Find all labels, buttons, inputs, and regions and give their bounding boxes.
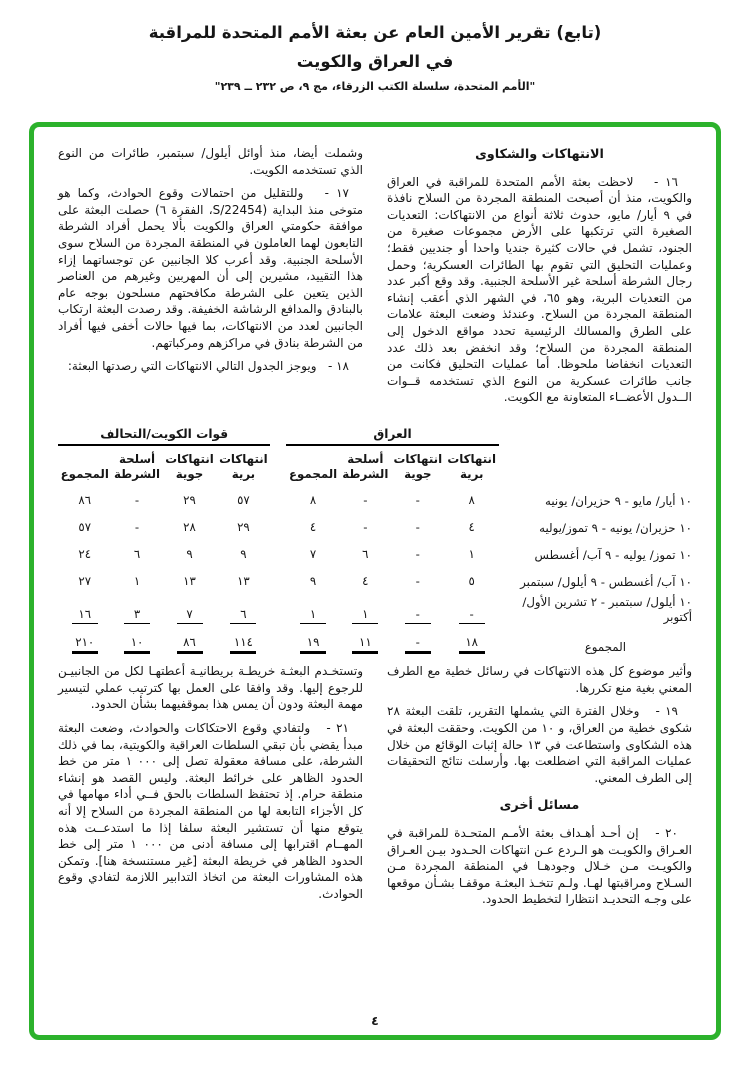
table-column-header [112, 445, 163, 485]
table-group-spacer [270, 566, 286, 593]
cell-value: - [363, 519, 368, 534]
table-cell [286, 512, 339, 539]
table-cell [112, 566, 163, 593]
table-cell [445, 485, 499, 512]
cell-value: ٧ [177, 607, 203, 624]
table-cell [58, 627, 112, 657]
column-header-line2: المجموع [288, 467, 338, 482]
table-cell [391, 512, 445, 539]
table-row [58, 627, 692, 657]
column-header-line1: انتهاكات [393, 451, 443, 466]
cell-value: ١٠ [124, 635, 150, 654]
cell-value: ٥٧ [237, 492, 250, 507]
table-cell [286, 539, 339, 566]
table-cell [340, 512, 391, 539]
table-cell [216, 566, 270, 593]
cell-value: ٥٧ [78, 519, 92, 534]
table-column-header [391, 445, 445, 485]
table-group-spacer [270, 445, 286, 485]
column-right-top [387, 145, 692, 413]
column-header-line1: انتهاكات [219, 451, 268, 466]
paragraph-complaint-letters: وأثير موضوع كل هذه الانتهاكات في رسائل خطية مع الطرف المعني بغية منع تكررها. [387, 664, 692, 695]
column-header-line1: انتهاكات [165, 451, 214, 466]
section-heading-other-matters: مسائل أخرى [499, 798, 580, 814]
table-column-header [163, 445, 217, 485]
column-header-line1 [58, 452, 112, 467]
table-cell [445, 566, 499, 593]
table-cell [112, 512, 163, 539]
table-cell [391, 485, 445, 512]
column-right-bottom [387, 663, 692, 915]
violations-table [58, 425, 692, 657]
table-cell [340, 485, 391, 512]
table-cell [216, 485, 270, 512]
table-cell [163, 539, 217, 566]
table-row-label: ١٠ حزيران/ يونيه - ٩ تموز/يوليه [539, 521, 692, 536]
table-corner-cell [499, 445, 692, 485]
cell-value: ٧ [309, 546, 317, 561]
cell-value: - [363, 492, 368, 507]
table-row-label: ١٠ أيلول/ سبتمبر - ٢ تشرين الأول/ أكتوبر [522, 594, 692, 624]
cell-value: ٨٦ [177, 635, 203, 654]
column-header-line1 [286, 452, 339, 467]
table-group-header: العراق [286, 425, 498, 445]
cell-value: - [415, 519, 420, 534]
table-cell [286, 593, 339, 628]
paragraph-16-continuation: وشملت أيضا، منذ أوائل أيلول/ سبتمبر، طائرات من النوع الذي تستخدمه الكويت. [58, 146, 363, 177]
violations-table-body [58, 485, 692, 658]
report-title-line2: في العراق والكويت [296, 52, 454, 72]
table-group-header-row [58, 425, 692, 445]
source-citation: "الأمم المتحدة، سلسلة الكتب الزرقاء، مج ٩، ص ٢٣٢ ــ ٢٣٩" [214, 80, 536, 94]
section-heading-violations: الانتهاكات والشكاوى [475, 147, 604, 162]
cell-value: - [134, 492, 140, 507]
table-cell [58, 593, 112, 628]
cell-value: ٢٩ [237, 519, 250, 534]
cell-value: ٨٦ [78, 492, 92, 507]
cell-value: - [415, 492, 420, 507]
cell-value: ٨ [468, 492, 475, 507]
table-cell [391, 627, 445, 657]
table-row [58, 593, 692, 628]
cell-value: - [459, 607, 485, 624]
table-cell [58, 539, 112, 566]
table-row-label: ١٠ أيار/ مايو - ٩ حزيران/ يونيه [545, 494, 692, 509]
paragraph-17: ١٧ - وللتقليل من احتمالات وقوع الحوادث، وكما هو متوخى منذ البداية (S/22454، الفقرة ٦) حصلت البعثة على موافقة حكومتي العراق والكويت بألا يحمل أفراد الشرطة التابعون لهما العاملون في المنطقة المجردة من السلاح سوى الأسلحة الجنبية. وقد أعرب كلا الجانبين عن توجساتهما إزاء هذا التقييد، مشيرين إلى أن المهربين وغيرهم من العناصر الذين يتعين على الشرطة مكافحتهم مسلحون بوجه عام بالبنادق والمدافع الرشاشة الخفيفة. وقد رصدت البعثة ارتكاب الجانبين لعدد من الانتهاكات، بما فيها حالات أخفى فيها أفراد من الشرطة بنادق في مراكزهم ومركباتهم. [58, 186, 363, 350]
cell-value: ٢٧ [78, 573, 92, 588]
table-cell [163, 485, 217, 512]
cell-value: ١١٤ [230, 635, 256, 654]
table-column-header [340, 445, 391, 485]
column-header-line1: أسلحة [118, 451, 156, 466]
table-cell [340, 593, 391, 628]
table-cell [58, 512, 112, 539]
table-cell [216, 539, 270, 566]
cell-value: ٤ [309, 519, 317, 534]
column-header-line2: المجموع [60, 467, 109, 482]
cell-value: - [415, 573, 420, 588]
column-header-line2: برية [460, 467, 484, 482]
table-cell [163, 512, 217, 539]
cell-value: ٦ [230, 607, 256, 624]
table-cell [445, 593, 499, 628]
report-title-line1: (تابع) تقرير الأمين العام عن بعثة الأمم المتحدة للمراقبة [148, 23, 602, 42]
table-cell [58, 485, 112, 512]
cell-value: ١٦ [72, 607, 98, 624]
cell-value: ٥ [468, 573, 475, 588]
table-row [58, 512, 692, 539]
table-group-spacer [270, 425, 286, 445]
table-column-header [445, 445, 499, 485]
table-group-spacer [270, 627, 286, 657]
paragraph-british-map: وتستخـدم البعثـة خريطـة بريطانيـة أعطتهـا لكل من الجانبيـن للرجوع إليها. وقد وافقا على العمل بها كترتيب عملي لتيسير مهمة البعثة ودون أن يمس هذا بموقفيهما بشأن الحدود. [58, 664, 363, 712]
cell-value: ١ [300, 607, 326, 624]
table-cell [391, 593, 445, 628]
cell-value: ١٨ [459, 635, 485, 654]
table-cell [445, 627, 499, 657]
table-cell [340, 627, 391, 657]
section-top-columns [58, 145, 692, 413]
table-row-label: ١٠ تموز/ يوليه - ٩ آب/ أغسطس [534, 548, 692, 563]
cell-value: ١٣ [183, 573, 196, 588]
cell-value: ٢٤ [78, 546, 92, 561]
cell-value: ١٩ [300, 635, 326, 654]
cell-value: ١١ [352, 635, 378, 654]
table-row-label: المجموع [584, 639, 626, 654]
cell-value: ٦ [133, 546, 141, 561]
table-row [58, 539, 692, 566]
table-cell [112, 627, 163, 657]
cell-value: ٢١٠ [72, 635, 98, 654]
table-row-label: ١٠ آب/ أغسطس - ٩ أيلول/ سبتمبر [520, 575, 692, 590]
cell-value: - [405, 635, 431, 654]
column-header-line2: برية [231, 467, 256, 482]
cell-value: ٣ [124, 607, 150, 624]
column-header-line2: الشرطة [342, 467, 389, 482]
table-cell [340, 539, 391, 566]
cell-value: - [405, 607, 431, 624]
cell-value: - [134, 519, 140, 534]
paragraph-21: ٢١ - ولتفادي وقوع الاحتكاكات والحوادث، وضعت البعثة مبدأ يقضي بأن تبقي السلطات العراقية والكويتية، بما في ذلك الشرطة، على مسافة معقولة تصل إلى ١ ٠٠٠ متر من خط الحدود الظاهر على خرائط البعثة. وليس القصد هو إنشاء منطقة حرام. إذ تحتفظ السلطات بالحق فــي أداء مهامها في كل الأجزاء التابعة لها من المنطقة المجردة من السلاح إلا أنه يتوقع منها أن تستشير البعثة سلفا إذا ما استدعــت هذه المهــام اقترابها إلى مسافة أدنى من ١ ٠٠٠ متر إلى خط الحدود الظاهر في خريطة البعثة [غير مستنسخة هنا]. وتمكن هذه المشاورات البعثة من اتخاذ التدابير اللازمة لتفادي وقوع الحوادث. [58, 721, 363, 901]
column-header-line2: الشرطة [114, 467, 161, 482]
table-cell [286, 627, 339, 657]
table-group-spacer [270, 539, 286, 566]
paragraph-16: ١٦ - لاحظت بعثة الأمم المتحدة للمراقبة في العراق والكويت، منذ أن أصبحت المنطقة المجردة من السلاح نافذة في ٩ أيار/ مايو، حدوث ثلاثة أنواع من الانتهاكات: التعديات الصغيرة التي ترتكبها على الأرض مجموعات صغيرة من الجنود، تشمل في حالات كثيرة جنديا واحدا أو جنديين فقط؛ وعمليات التحليق التي تقوم بها الطائرات العسكرية؛ وحمل رجال الشرطة أسلحة غير الأسلحة الجنبية. وقد وقع أكبر عدد من التعديات البرية، وهو ٦٥، في الشهر الذي أعقب إنشاء المنطقة المجردة من السلاح. وعندئذ وضعت البعثة علامات على الطرق والمسالك الرئيسية تحدد مواقع الدخول إلى المنطقة المجردة من السلاح؛ وقد انخفض بعد ذلك عدد التعديات انخفاضا ملحوظا. أما عمليات التحليق فكانت من جانب طائرات عسكرية من النوع الذي تستخدمه قــوات الــدول الأعضــاء المتعاونة مع الكويت. [387, 174, 693, 405]
section-bottom-columns [58, 663, 692, 915]
cell-value: ٦ [362, 546, 369, 561]
cell-value: ١ [468, 546, 475, 561]
table-cell [391, 539, 445, 566]
table-cell [286, 485, 339, 512]
cell-value: ٩ [186, 546, 193, 561]
table-cell [112, 485, 163, 512]
cell-value: ١٣ [237, 573, 250, 588]
table-column-header [216, 445, 270, 485]
table-cell [216, 512, 270, 539]
column-left-top [58, 145, 363, 413]
table-cell [391, 566, 445, 593]
table-group-spacer [270, 485, 286, 512]
cell-value: ٢٨ [183, 519, 196, 534]
table-cell [286, 566, 339, 593]
table-group-spacer [270, 593, 286, 628]
table-cell [112, 593, 163, 628]
table-group-header: قوات الكويت/التحالف [58, 425, 270, 445]
table-cell [163, 593, 217, 628]
table-cell [58, 566, 112, 593]
table-row [58, 485, 692, 512]
column-header-line2: جوية [175, 467, 204, 482]
cell-value: - [415, 546, 420, 561]
table-cell [112, 539, 163, 566]
table-cell [216, 593, 270, 628]
cell-value: ٩ [240, 546, 247, 561]
cell-value: ١ [352, 607, 378, 624]
violations-table-head [58, 425, 692, 485]
column-header-line2: جوية [404, 467, 432, 482]
paragraph-19: ١٩ - وخلال الفترة التي يشملها التقرير، تلقت البعثة ٢٨ شكوى خطية من العراق، و ١٠ من الكويت. وحققت البعثة في هذه الشكاوى واستطاعت في ١٣ حالة إثبات الوقائع من خلال عمليات المراقبة التي اضطلعت بها. وأرسلت نتائج التحقيقات إلى الطرف المعني. [387, 704, 693, 785]
document-header [0, 0, 750, 93]
table-group-spacer [270, 512, 286, 539]
paragraph-20: ٢٠ - إن أحـد أهـداف بعثة الأمـم المتحـدة للمراقبة في العـراق والكويـت هو الـردع عـن انتهاكات الحـدود بيـن العـراق والكويـت مـن خـلال وجودهـا في المنطقة المجردة مـن السـلاح ومراقبتها لهـا. ولـم تتخـذ البعثـة موقفـا بشـأن موقعها على وجـه التحديـد انتظارا لتخطيط الحدود. [387, 825, 692, 907]
table-cell [445, 539, 499, 566]
page-number: ٤ [371, 1013, 379, 1028]
cell-value: ٤ [468, 519, 475, 534]
cell-value: ٤ [362, 573, 369, 588]
column-header-line1: أسلحة [347, 451, 384, 466]
cell-value: ١ [133, 573, 141, 588]
green-content-frame [29, 122, 721, 1040]
column-left-bottom [58, 663, 363, 915]
table-corner-cell [499, 425, 692, 445]
cell-value: ٩ [309, 573, 317, 588]
table-column-header [58, 445, 112, 485]
column-header-line1: انتهاكات [447, 451, 497, 466]
table-column-header [286, 445, 339, 485]
table-cell [340, 566, 391, 593]
table-row [58, 566, 692, 593]
table-cell [216, 627, 270, 657]
table-column-header-row [58, 445, 692, 485]
table-cell [445, 512, 499, 539]
cell-value: ٨ [309, 492, 317, 507]
paragraph-18: ١٨ - ويوجز الجدول التالي الانتهاكات التي رصدتها البعثة: [67, 359, 349, 374]
cell-value: ٢٩ [183, 492, 196, 507]
table-cell [163, 627, 217, 657]
table-cell [163, 566, 217, 593]
